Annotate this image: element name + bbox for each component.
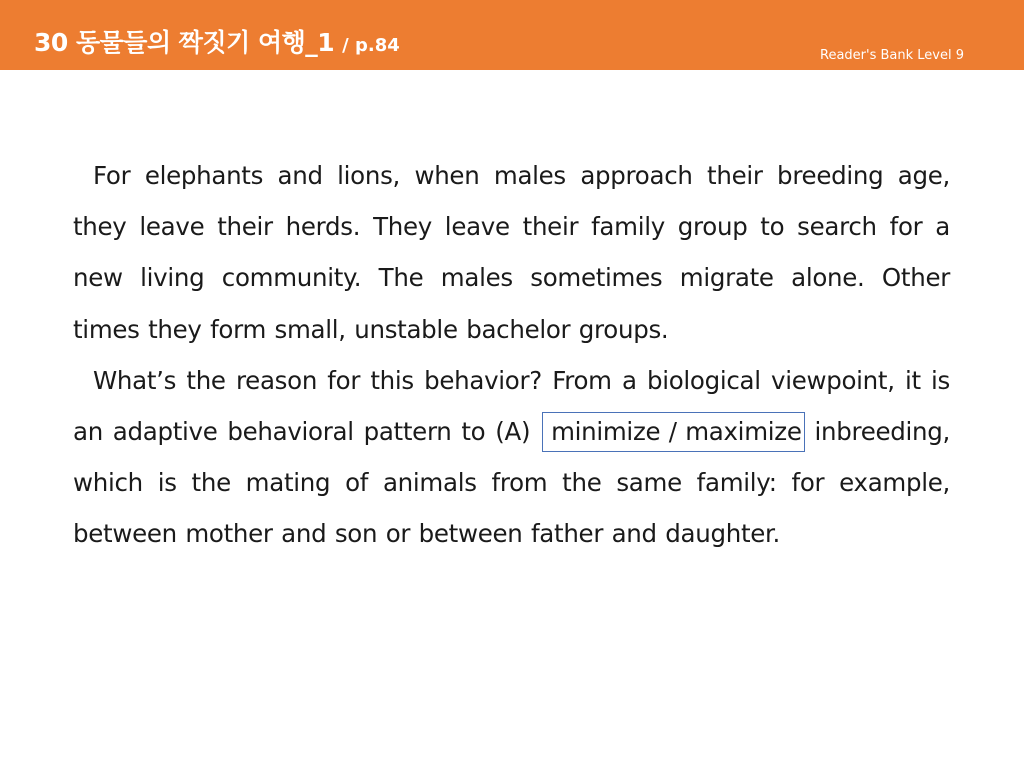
paragraph-2-tail: inbreeding, which is the mating of animals from the same family: for example, between mother and son or between father and daughter. <box>73 417 950 549</box>
paragraph-2-lead: What’s the reason for this behavior? From a biological viewpoint, it is an adaptive behavioral pattern to (A) <box>73 365 950 447</box>
header-bar <box>0 0 1024 70</box>
lesson-title <box>34 26 400 63</box>
lesson-title-text: 30 동물들의 짝짓기 여행_1 <box>34 28 335 57</box>
book-level-label: Reader's Bank Level 9 <box>820 48 964 63</box>
paragraph-1: For elephants and lions, when males approach their breeding age, they leave their herds. They leave their family group to search for a new living community. The males sometimes migrate alone. Other times they form small, unstable bachelor groups. <box>73 161 950 344</box>
paragraph-2 <box>73 355 950 560</box>
page-reference: / p.84 <box>342 35 400 56</box>
choice-box-a[interactable]: minimize / maximize <box>542 412 805 452</box>
reading-passage <box>73 150 950 560</box>
